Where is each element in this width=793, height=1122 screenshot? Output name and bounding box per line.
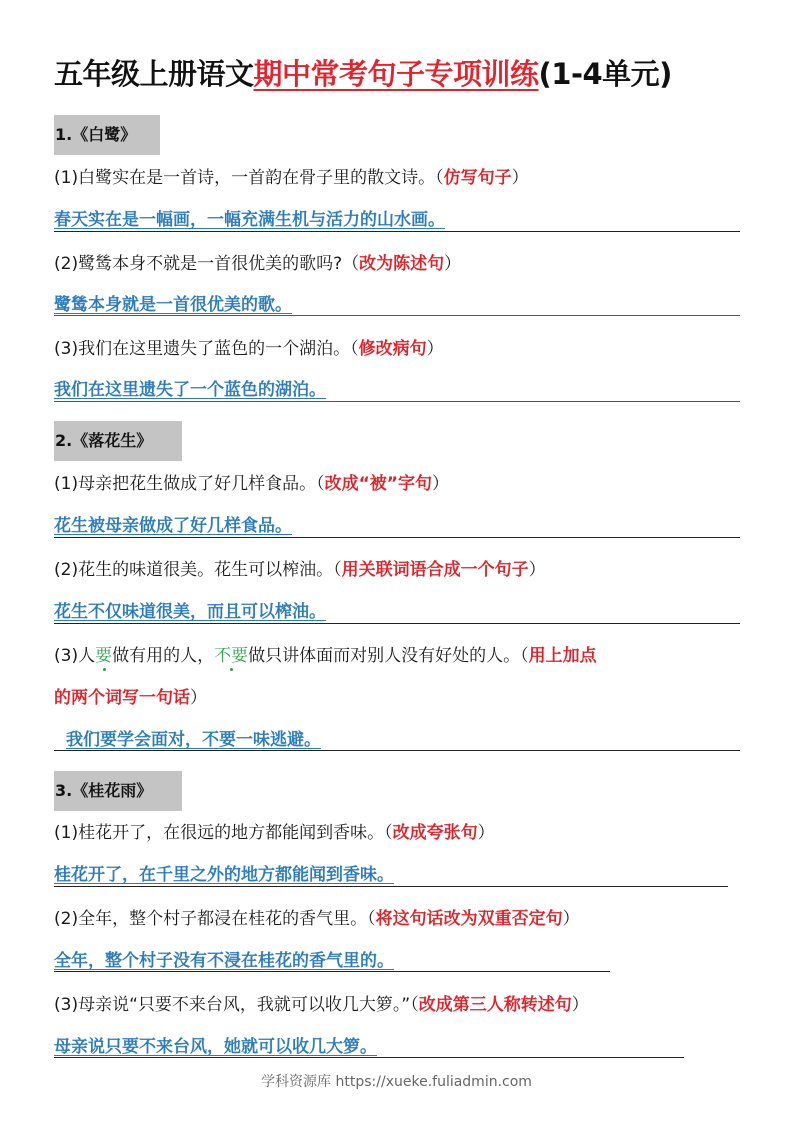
page-title: [54, 52, 754, 93]
requirement: 仿写句子: [443, 168, 512, 188]
requirement: 修改病句: [358, 339, 427, 359]
answer-1-3: 我们在这里遗失了一个蓝色的湖泊。: [54, 380, 326, 400]
question-1-3: (3)我们在这里遗失了蓝色的一个湖泊。（修改病句）: [54, 339, 444, 359]
dotted-word-2: 不要: [214, 646, 249, 666]
requirement: 将这句话改为双重否定句: [375, 909, 563, 929]
answer-1-1: 春天实在是一幅画，一幅充满生机与活力的山水画。: [54, 210, 445, 230]
answer-line: [54, 623, 740, 624]
requirement: 用关联词语合成一个句子: [341, 560, 529, 580]
question-3-3: (3)母亲说“只要不来台风，我就可以收几大箩。”（改成第三人称转述句）: [54, 995, 589, 1015]
footer-watermark: 学科资源库 https://xueke.fuliadmin.com: [261, 1074, 532, 1090]
title-units: (1-4单元): [538, 57, 672, 91]
answer-3-1: 桂花开了，在千里之外的地方都能闻到香味。: [54, 865, 394, 885]
answer-line: [54, 886, 728, 887]
question-2-2: (2)花生的味道很美。花生可以榨油。（用关联词语合成一个句子）: [54, 560, 546, 580]
question-3-1: (1)桂花开了，在很远的地方都能闻到香味。（改成夸张句）: [54, 823, 495, 843]
requirement: 用上加点: [528, 646, 597, 666]
question-1-2: (2)鹭鸶本身不就是一首很优美的歌吗?（改为陈述句）: [54, 254, 462, 274]
answer-1-2: 鹭鸶本身就是一首很优美的歌。: [54, 295, 292, 315]
requirement: 改成“被”字句: [324, 474, 432, 494]
answer-line: [54, 315, 740, 316]
answer-2-3: 我们要学会面对，不要一味逃避。: [66, 730, 321, 750]
question-2-3: (3)人要做有用的人，不要做只讲体面而对别人没有好处的人。（用上加点: [54, 646, 597, 666]
requirement: 的两个词写一句话: [54, 688, 190, 708]
question-1-1: (1)白鹭实在是一首诗，一首韵在骨子里的散文诗。（仿写句子）: [54, 168, 529, 188]
answer-line: [54, 537, 740, 538]
requirement: 改成夸张句: [392, 823, 478, 843]
answer-line: [54, 750, 740, 751]
requirement: 改为陈述句: [359, 254, 445, 274]
answer-3-2: 全年，整个村子没有不浸在桂花的香气里的。: [54, 951, 394, 971]
answer-2-2: 花生不仅味道很美，而且可以榨油。: [54, 602, 326, 622]
question-2-3-cont: 的两个词写一句话）: [54, 688, 207, 708]
title-topic: 期中常考句子专项训练: [253, 57, 539, 91]
answer-line: [54, 231, 740, 232]
answer-line: [54, 1057, 684, 1058]
dotted-word-1: 要: [95, 646, 113, 666]
answer-3-3: 母亲说只要不来台风，她就可以收几大箩。: [54, 1037, 377, 1057]
requirement: 改成第三人称转述句: [418, 995, 572, 1015]
answer-line: [54, 401, 740, 402]
answer-line: [54, 971, 610, 972]
question-3-2: (2)全年，整个村子都浸在桂花的香气里。（将这句话改为双重否定句）: [54, 909, 580, 929]
section-heading-1: 1.《白鹭》: [54, 115, 160, 155]
section-heading-3: 3.《桂花雨》: [54, 771, 182, 811]
question-2-1: (1)母亲把花生做成了好几样食品。（改成“被”字句）: [54, 474, 449, 494]
section-heading-2: 2.《落花生》: [54, 421, 182, 461]
answer-2-1: 花生被母亲做成了好几样食品。: [54, 516, 292, 536]
title-grade: 五年级上册语文: [54, 57, 254, 91]
